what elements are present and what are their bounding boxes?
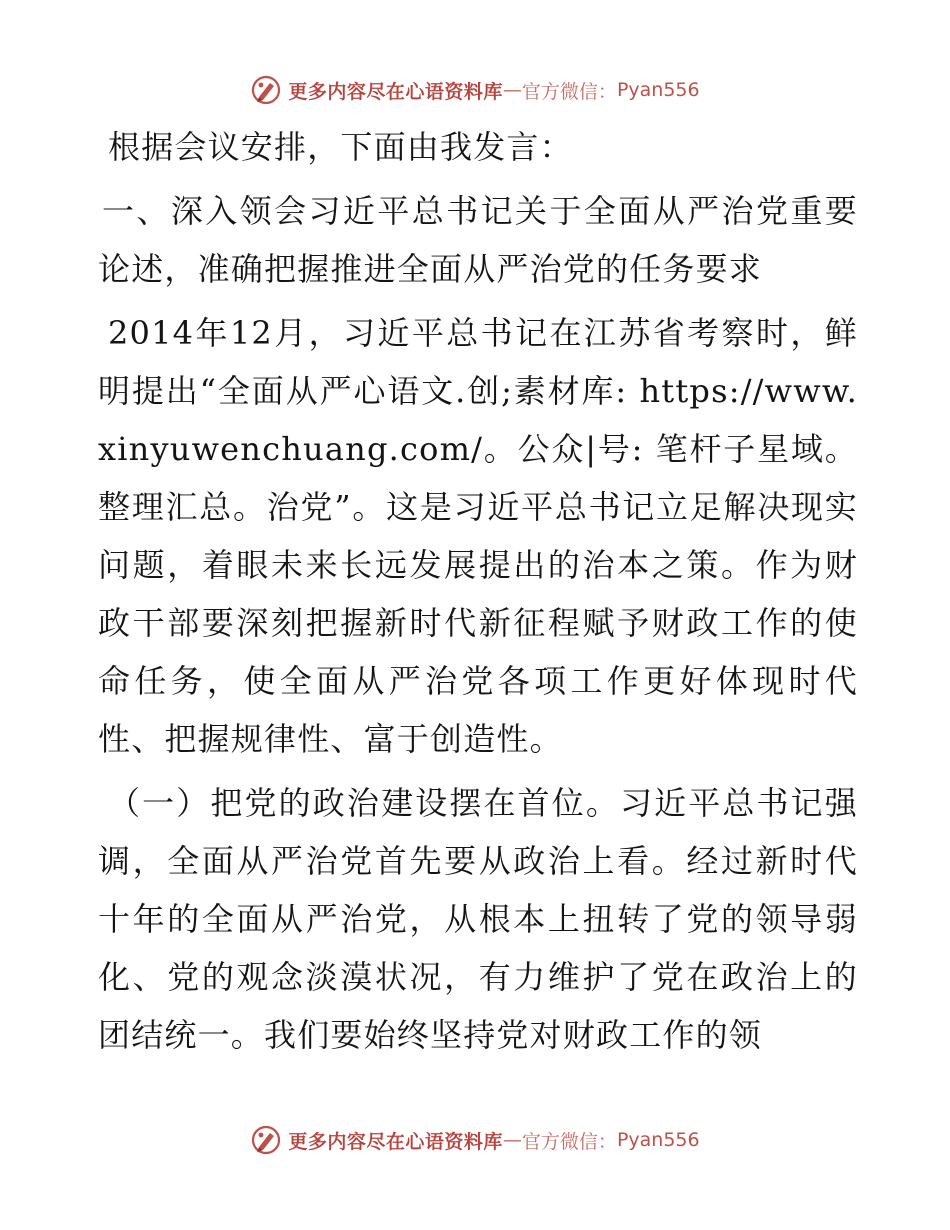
banner-wechat-id: Pyan556 [616, 79, 700, 101]
body-paragraph: 2014年12月，习近平总书记在江苏省考察时，鲜明提出“全面从严心语文.创;素材库: https://www.xinyuwenchuang.com/。公众|号: 笔杆子星域。整理汇总。治党”。这是习近平总书记立足解决现实问题，着眼未来长远发展提出的治本之策。作为财政干部要深刻把握新时代新征程赋予财政工作的使命任务，使全面从严治党各项工作更好体现时代性、把握规律性、富于创造性。 [98, 314, 858, 758]
banner-wechat-id: Pyan556 [616, 1129, 700, 1151]
banner-brand-text: 更多内容尽在心语资料库 [288, 1130, 503, 1153]
pen-logo-icon [250, 74, 282, 106]
banner-brand-text: 更多内容尽在心语资料库 [288, 80, 503, 103]
section-heading: 一、深入领会习近平总书记关于全面从严治党重要论述，准确把握推进全面从严治党的任务要求 [98, 192, 858, 288]
banner-official-label: 官方微信： [521, 1130, 617, 1153]
footer-banner [0, 1120, 950, 1160]
document-body [98, 118, 858, 1064]
banner-dash: — [502, 79, 522, 101]
banner-official-label: 官方微信： [521, 80, 617, 103]
opening-paragraph: 根据会议安排，下面由我发言： [108, 128, 573, 166]
pen-logo-icon [250, 1124, 282, 1156]
body-paragraph: （一）把党的政治建设摆在首位。习近平总书记强调，全面从严治党首先要从政治上看。经过新时代十年的全面从严治党，从根本上扭转了党的领导弱化、党的观念淡漠状况，有力维护了党在政治上的团结统一。我们要始终坚持党对财政工作的领 [98, 784, 858, 1054]
banner-dash: — [502, 1129, 522, 1151]
header-banner [0, 70, 950, 110]
